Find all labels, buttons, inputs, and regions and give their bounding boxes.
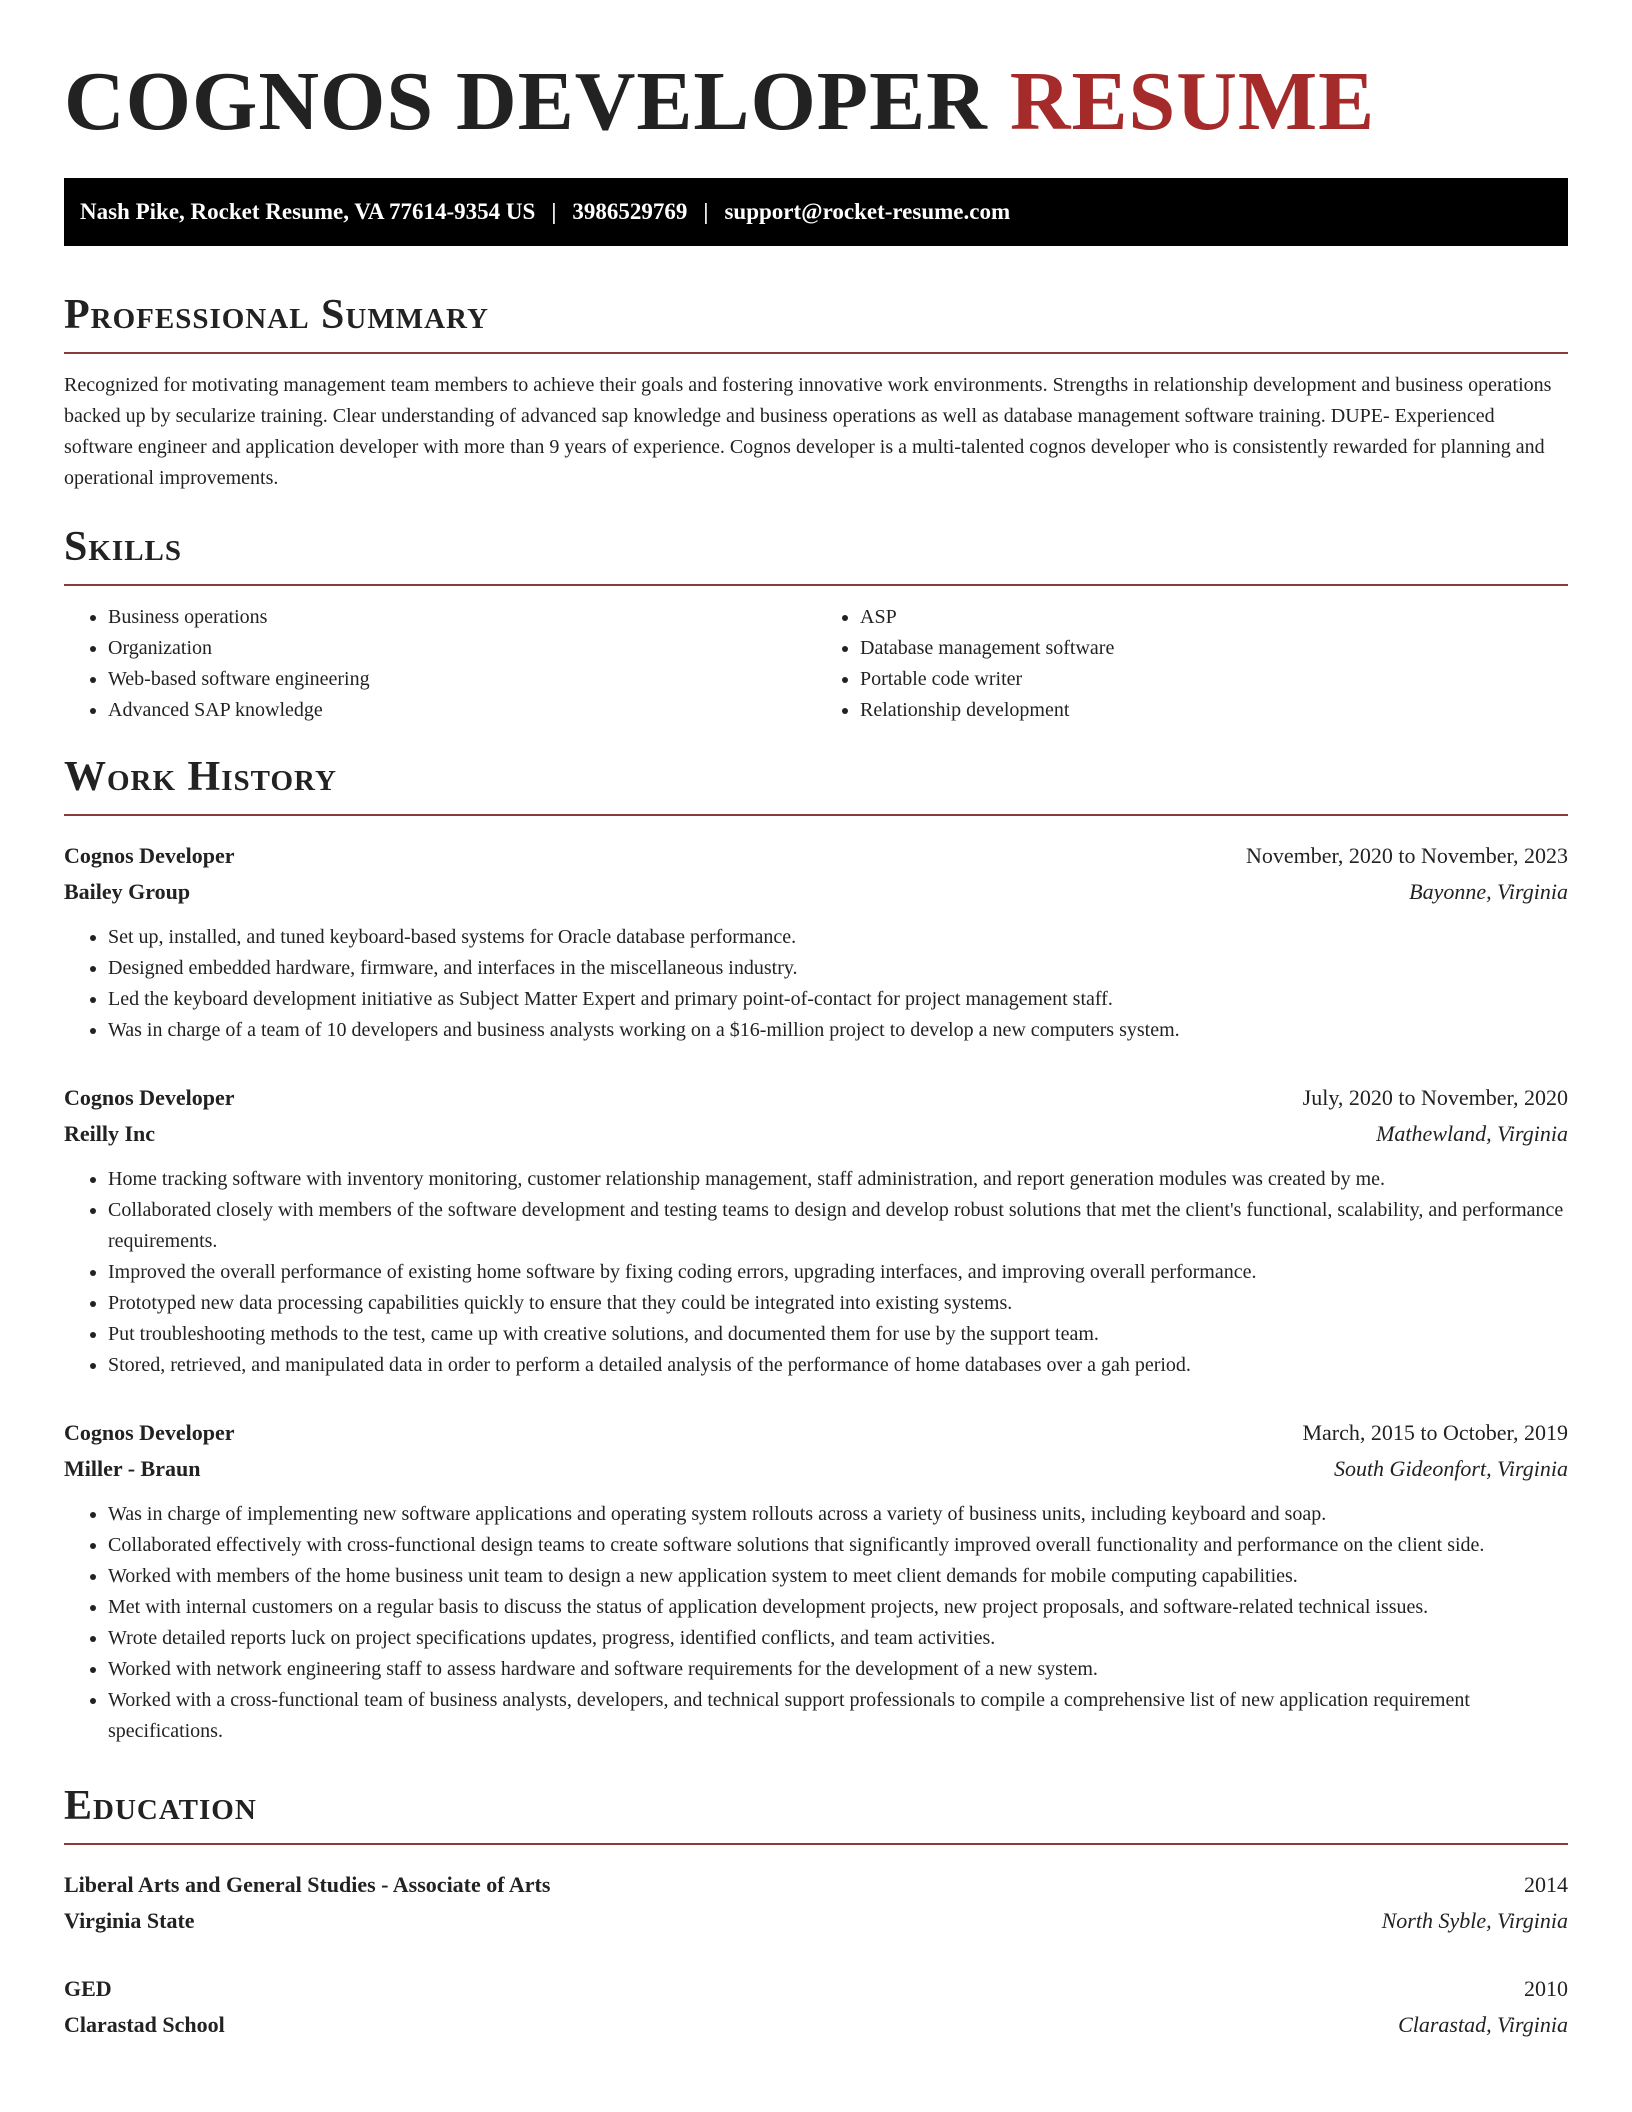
job-bullet: • Worked with members of the home business unit team to design a new application system to meet client demands for mobile computing capabilities. xyxy=(108,1561,1568,1592)
education-header-row xyxy=(64,1867,1568,1903)
summary-text: Recognized for motivating management team members to achieve their goals and fostering innovative work environments. Strengths in relationship development and business operations backed up by secularize training. Clear understanding of advanced sap knowledge and business operations as well as database management software training. DUPE- Experienced software engineer and application developer with more than 9 years of experience. Cognos developer is a multi-talented cognos developer who is consistently rewarded for planning and operational improvements. xyxy=(64,374,1552,489)
job-dates: March, 2015 to October, 2019 xyxy=(1302,1420,1568,1445)
education-school-row xyxy=(64,1903,1568,1939)
summary-section xyxy=(64,290,1568,494)
section-divider xyxy=(64,814,1568,816)
education-entry xyxy=(64,1971,1568,2043)
job-bullet: • Set up, installed, and tuned keyboard-based systems for Oracle database performance. xyxy=(108,922,1568,953)
job-bullet: • Worked with a cross-functional team of business analysts, developers, and technical support professionals to compile a comprehensive list of new application requirement specifications. xyxy=(108,1685,1568,1747)
job-bullet: • Met with internal customers on a regular basis to discuss the status of application development projects, new project proposals, and software-related technical issues. xyxy=(108,1592,1568,1623)
job-dates: July, 2020 to November, 2020 xyxy=(1302,1085,1568,1110)
job-title: Cognos Developer xyxy=(64,1420,235,1445)
skill-item: • Advanced SAP knowledge xyxy=(108,695,816,726)
skill-item: • Web-based software engineering xyxy=(108,664,816,695)
work-history-heading: Work History xyxy=(64,754,337,800)
education-degree: Liberal Arts and General Studies - Associate of Arts xyxy=(64,1872,551,1897)
title-accent: RESUME xyxy=(1009,55,1376,148)
job-location: Bayonne, Virginia xyxy=(1409,879,1568,904)
education-school-row xyxy=(64,2007,1568,2043)
education-heading: Education xyxy=(64,1783,257,1829)
skill-item: • Database management software xyxy=(860,633,1568,664)
skill-item: • ASP xyxy=(860,602,1568,633)
resume-title xyxy=(64,0,1568,152)
job-bullet: • Improved the overall performance of existing home software by fixing coding errors, upgrading interfaces, and improving overall performance. xyxy=(108,1257,1568,1288)
contact-bar xyxy=(64,178,1568,246)
job-company-row xyxy=(64,1116,1568,1152)
skills-column-right xyxy=(816,602,1568,726)
job-bullet: • Was in charge of implementing new software applications and operating system rollouts across a variety of business units, including keyboard and soap. xyxy=(108,1499,1568,1530)
skill-item: • Relationship development xyxy=(860,695,1568,726)
job-company: Bailey Group xyxy=(64,879,191,904)
job-bullet: • Collaborated effectively with cross-functional design teams to create software solutions that significantly improved overall functionality and performance on the client side. xyxy=(108,1530,1568,1561)
contact-address: Nash Pike, Rocket Resume, VA 77614-9354 US xyxy=(80,199,536,224)
job-entry xyxy=(64,1415,1568,1747)
job-location: South Gideonfort, Virginia xyxy=(1333,1456,1568,1481)
work-history-section xyxy=(64,752,1568,1747)
job-bullet: • Put troubleshooting methods to the test, came up with creative solutions, and documented them for use by the support team. xyxy=(108,1319,1568,1350)
job-bullet: • Worked with network engineering staff to assess hardware and software requirements for the development of a new system. xyxy=(108,1654,1568,1685)
job-bullet: • Was in charge of a team of 10 developers and business analysts working on a $16-million project to develop a new computers system. xyxy=(108,1015,1568,1046)
section-divider xyxy=(64,352,1568,354)
section-divider xyxy=(64,584,1568,586)
education-school: Clarastad School xyxy=(64,2012,225,2037)
skill-item: • Business operations xyxy=(108,602,816,633)
education-entry xyxy=(64,1867,1568,1939)
job-company-row xyxy=(64,874,1568,910)
job-bullet: • Collaborated closely with members of the software development and testing teams to design and develop robust solutions that met the client's functional, scalability, and performance requirements. xyxy=(108,1195,1568,1257)
job-bullet: • Stored, retrieved, and manipulated data in order to perform a detailed analysis of the performance of home databases over a gah period. xyxy=(108,1350,1568,1381)
contact-separator: | xyxy=(551,199,557,224)
contact-phone: 3986529769 xyxy=(572,199,688,224)
job-dates: November, 2020 to November, 2023 xyxy=(1245,843,1568,868)
title-main: COGNOS DEVELOPER xyxy=(64,55,988,148)
summary-heading: Professional Summary xyxy=(64,292,489,338)
job-bullet: • Led the keyboard development initiative as Subject Matter Expert and primary point-of-contact for project management staff. xyxy=(108,984,1568,1015)
education-year: 2010 xyxy=(1524,1976,1568,2001)
job-company: Miller - Braun xyxy=(64,1456,201,1481)
job-bullet: • Wrote detailed reports luck on project specifications updates, progress, identified conflicts, and team activities. xyxy=(108,1623,1568,1654)
education-year: 2014 xyxy=(1524,1872,1568,1897)
education-section xyxy=(64,1781,1568,2043)
skills-list xyxy=(64,602,1568,726)
job-bullets xyxy=(64,1499,1568,1747)
job-bullets xyxy=(64,1164,1568,1381)
job-bullet: • Prototyped new data processing capabilities quickly to ensure that they could be integrated into existing systems. xyxy=(108,1288,1568,1319)
skills-column-left xyxy=(64,602,816,726)
section-divider xyxy=(64,1843,1568,1845)
job-header-row xyxy=(64,1080,1568,1116)
job-header-row xyxy=(64,1415,1568,1451)
job-company: Reilly Inc xyxy=(64,1121,156,1146)
skill-item: • Organization xyxy=(108,633,816,664)
contact-separator: | xyxy=(703,199,709,224)
job-bullet: • Home tracking software with inventory monitoring, customer relationship management, staff administration, and report generation modules was created by me. xyxy=(108,1164,1568,1195)
job-bullets xyxy=(64,922,1568,1046)
job-title: Cognos Developer xyxy=(64,1085,235,1110)
job-bullet: • Designed embedded hardware, firmware, and interfaces in the miscellaneous industry. xyxy=(108,953,1568,984)
contact-email[interactable]: support@rocket-resume.com xyxy=(724,199,1011,224)
job-company-row xyxy=(64,1451,1568,1487)
job-location: Mathewland, Virginia xyxy=(1376,1121,1568,1146)
skills-section xyxy=(64,522,1568,726)
job-entry xyxy=(64,1080,1568,1381)
education-location: North Syble, Virginia xyxy=(1381,1908,1568,1933)
job-entry xyxy=(64,838,1568,1046)
job-header-row xyxy=(64,838,1568,874)
skills-heading: Skills xyxy=(64,524,183,570)
skill-item: • Portable code writer xyxy=(860,664,1568,695)
education-school: Virginia State xyxy=(64,1908,195,1933)
education-location: Clarastad, Virginia xyxy=(1398,2012,1568,2037)
education-degree: GED xyxy=(64,1976,112,2001)
job-title: Cognos Developer xyxy=(64,843,235,868)
education-header-row xyxy=(64,1971,1568,2007)
